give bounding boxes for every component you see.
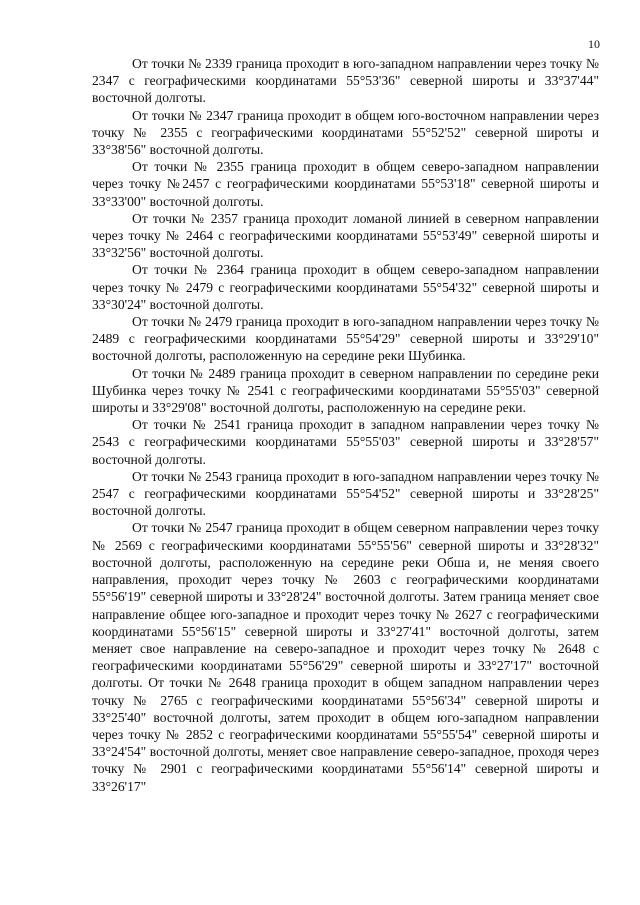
paragraph: От точки № 2339 граница проходит в юго-западном направлении через точку № 2347 с географическими координатами 55°53'36" северной широты и 33°37'44" восточной долготы. [92, 56, 599, 106]
page-number: 10 [588, 37, 600, 51]
paragraph: От точки № 2347 граница проходит в общем юго-восточном направлении через точку № 2355 с географическими координатами 55°52'52" северной широты и 33°38'56" восточной долготы. [92, 107, 599, 158]
paragraph: От точки № 2479 граница проходит в юго-западном направлении через точку № 2489 с географическими координатами 55°54'29" северной широты и 33°29'10" восточной долготы, расположенную на середине реки Шубинка. [92, 314, 599, 364]
paragraph: От точки № 2543 граница проходит в юго-западном направлении через точку № 2547 с географическими координатами 55°54'52" северной широты и 33°28'25" восточной долготы. [92, 468, 599, 519]
paragraph: От точки № 2355 граница проходит в общем северо-западном направлении через точку №2457 с географическими координатами 55°53'18" северной широты и 33°33'00" восточной долготы. [92, 159, 599, 209]
paragraph: От точки № 2364 граница проходит в общем северо-западном направлении через точку № 2479 с географическими координатами 55°54'32" северной широты и 33°30'24" восточной долготы. [92, 262, 599, 312]
paragraph: От точки № 2547 граница проходит в общем северном направлении через точку № 2569 с географическими координатами 55°55'56" северной широты и 33°28'32" восточной долготы, расположенную на середине реки Обша и, не меняя своего направления, проходит через точку № 2603 с географическими координатами 55°56'19" северной широты и 33°28'24" восточной долготы. Затем граница меняет свое направление общее юго-западное и проходит через точку № 2627 с географическими координатами 55°56'15" северной широты и 33°27'41" восточной долготы, затем меняет свое направление на северо-западное и проходит через точку № 2648 с географическими координатами 55°56'29" северной широты и 33°27'17" восточной долготы. От точки № 2648 граница проходит в общем западном направлении через точку № 2765 с географическими координатами 55°56'34" северной широты и 33°25'40" восточной долготы, затем проходит в общем юго-западном направлении через точку № 2852 с географическими координатами 55°55'54" северной широты и 33°24'54" восточной долготы, меняет свое направление северо-западное, проходя через точку № 2901 с географическими координатами 55°56'14" северной широты и 33°26'17" [92, 520, 599, 794]
paragraph: От точки № 2541 граница проходит в западном направлении через точку № 2543 с географическими координатами 55°55'03" северной широты и 33°28'57" восточной долготы. [92, 417, 599, 467]
paragraph: От точки № 2489 граница проходит в северном направлении по середине реки Шубинка через точку № 2541 с географическими координатами 55°55'03" северной широты и 33°29'08" восточной долготы, расположенную на середине реки. [92, 365, 599, 416]
paragraph: От точки № 2357 граница проходит ломаной линией в северном направлении через точку № 2464 с географическими координатами 55°53'49" северной широты и 33°32'56" восточной долготы. [92, 210, 599, 261]
document-body [92, 55, 599, 795]
